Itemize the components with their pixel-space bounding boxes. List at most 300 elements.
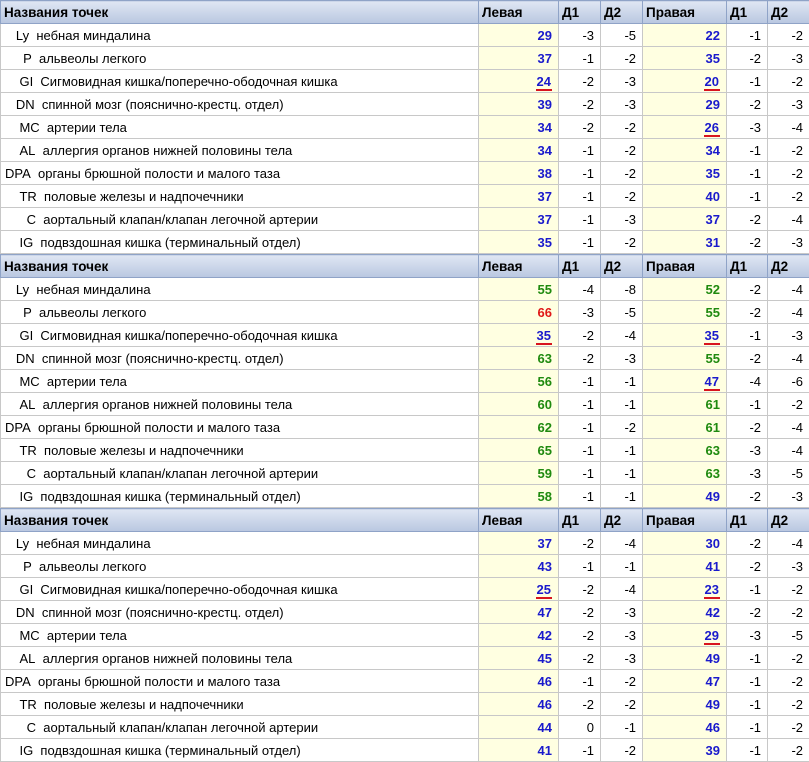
point-code: AL [19, 143, 35, 158]
right-d2-cell[interactable]: -3 [768, 231, 809, 254]
right-d1-cell[interactable]: -2 [727, 416, 768, 439]
left-d2-cell[interactable]: -1 [601, 716, 643, 739]
right-d2-cell[interactable]: -2 [768, 716, 809, 739]
column-header-right[interactable]: Правая [643, 255, 727, 278]
table-row[interactable] [1, 208, 809, 231]
left-d1-cell[interactable]: -2 [559, 601, 601, 624]
left-value-cell[interactable] [479, 462, 559, 485]
column-header-right[interactable]: Правая [643, 1, 727, 24]
left-d2-cell[interactable]: -1 [601, 370, 643, 393]
point-name-cell[interactable] [1, 601, 479, 624]
left-d1-cell[interactable]: -2 [559, 347, 601, 370]
point-name-cell[interactable] [1, 47, 479, 70]
column-header-names[interactable]: Названия точек [1, 255, 479, 278]
right-d2-cell[interactable]: -4 [768, 347, 809, 370]
point-name: спинной мозг (пояснично-крестц. отдел) [42, 605, 284, 620]
right-d1-cell[interactable]: -2 [727, 347, 768, 370]
table-row[interactable] [1, 716, 809, 739]
right-d1-cell[interactable]: -2 [727, 301, 768, 324]
column-header-d1[interactable]: Д1 [559, 509, 601, 532]
right-d1-cell[interactable]: -2 [727, 601, 768, 624]
point-code: DN [16, 97, 35, 112]
table-row[interactable] [1, 670, 809, 693]
left-value-cell[interactable] [479, 624, 559, 647]
left-value-cell[interactable] [479, 116, 559, 139]
point-code: DPA [5, 166, 31, 181]
point-name-cell[interactable] [1, 347, 479, 370]
column-header-d1[interactable]: Д1 [559, 255, 601, 278]
table-row[interactable] [1, 393, 809, 416]
right-d2-cell[interactable]: -3 [768, 324, 809, 347]
table-row[interactable] [1, 47, 809, 70]
right-value: 61 [706, 397, 720, 412]
right-d1-cell[interactable]: -1 [727, 670, 768, 693]
left-d2-cell[interactable]: -8 [601, 278, 643, 301]
table-row[interactable] [1, 647, 809, 670]
left-value: 59 [538, 466, 552, 481]
right-d1-cell[interactable]: -4 [727, 370, 768, 393]
left-value: 55 [538, 282, 552, 297]
left-d2-cell[interactable]: -1 [601, 462, 643, 485]
right-value-cell[interactable] [643, 716, 727, 739]
left-value-cell[interactable] [479, 555, 559, 578]
point-name: артерии тела [47, 374, 127, 389]
right-d2-cell[interactable]: -2 [768, 647, 809, 670]
column-header-d2[interactable]: Д2 [768, 1, 809, 24]
right-d2-cell[interactable]: -3 [768, 485, 809, 508]
right-value-cell[interactable] [643, 208, 727, 231]
left-d1-cell[interactable]: -1 [559, 485, 601, 508]
point-name: спинной мозг (пояснично-крестц. отдел) [42, 97, 284, 112]
right-value: 55 [706, 305, 720, 320]
right-d2-cell[interactable]: -3 [768, 555, 809, 578]
right-d1-cell[interactable]: -1 [727, 24, 768, 47]
right-value-cell[interactable] [643, 393, 727, 416]
right-d2-cell[interactable]: -4 [768, 278, 809, 301]
right-value: 47 [706, 674, 720, 689]
left-d2-cell[interactable]: -2 [601, 139, 643, 162]
table-row[interactable] [1, 116, 809, 139]
right-value-cell[interactable] [643, 555, 727, 578]
right-d2-cell[interactable]: -4 [768, 116, 809, 139]
table-row[interactable] [1, 301, 809, 324]
table-row[interactable] [1, 370, 809, 393]
right-value-cell[interactable] [643, 739, 727, 762]
left-d2-cell[interactable]: -3 [601, 601, 643, 624]
left-d2-cell[interactable]: -5 [601, 301, 643, 324]
point-name-cell[interactable] [1, 416, 479, 439]
left-d1-cell[interactable]: -2 [559, 324, 601, 347]
right-value-cell[interactable] [643, 347, 727, 370]
right-value-cell[interactable] [643, 162, 727, 185]
right-value-cell[interactable] [643, 93, 727, 116]
right-d2-cell[interactable]: -2 [768, 70, 809, 93]
left-value-cell[interactable] [479, 578, 559, 601]
left-d2-cell[interactable]: -3 [601, 624, 643, 647]
left-value-cell[interactable] [479, 532, 559, 555]
left-value-cell[interactable] [479, 416, 559, 439]
left-d1-cell[interactable]: -1 [559, 393, 601, 416]
right-value: 42 [706, 605, 720, 620]
left-d1-cell[interactable]: -1 [559, 208, 601, 231]
point-name: альвеолы легкого [39, 305, 146, 320]
table-row[interactable] [1, 439, 809, 462]
table-row[interactable] [1, 162, 809, 185]
right-d1-cell[interactable]: -2 [727, 47, 768, 70]
point-name-cell[interactable] [1, 116, 479, 139]
right-d2-cell[interactable]: -5 [768, 462, 809, 485]
right-d1-cell[interactable]: -1 [727, 647, 768, 670]
table-row[interactable] [1, 278, 809, 301]
point-name-cell[interactable] [1, 324, 479, 347]
column-header-d1[interactable]: Д1 [727, 1, 768, 24]
table-row[interactable] [1, 555, 809, 578]
right-value-cell[interactable] [643, 24, 727, 47]
left-d2-cell[interactable]: -2 [601, 231, 643, 254]
left-value-cell[interactable] [479, 485, 559, 508]
right-value: 52 [706, 282, 720, 297]
right-d1-cell[interactable]: -3 [727, 624, 768, 647]
right-d1-cell[interactable]: -1 [727, 70, 768, 93]
right-value-cell[interactable] [643, 647, 727, 670]
column-header-names[interactable]: Названия точек [1, 1, 479, 24]
right-value: 35 [706, 166, 720, 181]
left-d1-cell[interactable]: -1 [559, 139, 601, 162]
left-d1-cell[interactable]: -2 [559, 624, 601, 647]
right-d1-cell[interactable]: -1 [727, 739, 768, 762]
right-d2-cell[interactable]: -3 [768, 93, 809, 116]
right-d2-cell[interactable]: -3 [768, 47, 809, 70]
right-d1-cell[interactable]: -1 [727, 162, 768, 185]
right-value-cell[interactable] [643, 485, 727, 508]
point-code: DN [16, 351, 35, 366]
column-header-d2[interactable]: Д2 [601, 255, 643, 278]
left-value-cell[interactable] [479, 670, 559, 693]
left-d2-cell[interactable]: -4 [601, 324, 643, 347]
right-d2-cell[interactable]: -2 [768, 693, 809, 716]
left-value: 62 [538, 420, 552, 435]
right-value-cell[interactable] [643, 70, 727, 93]
right-d1-cell[interactable]: -3 [727, 116, 768, 139]
right-value-cell[interactable] [643, 624, 727, 647]
point-name-cell[interactable] [1, 185, 479, 208]
left-d2-cell[interactable]: -2 [601, 185, 643, 208]
table-row[interactable] [1, 70, 809, 93]
point-code: Ly [16, 28, 29, 43]
left-d1-cell[interactable]: -1 [559, 185, 601, 208]
point-name-cell[interactable] [1, 555, 479, 578]
point-name-cell[interactable] [1, 231, 479, 254]
right-value-cell[interactable] [643, 532, 727, 555]
point-name-cell[interactable] [1, 370, 479, 393]
left-value-cell[interactable] [479, 693, 559, 716]
left-d1-cell[interactable]: -1 [559, 370, 601, 393]
left-value-cell[interactable] [479, 439, 559, 462]
right-value: 34 [706, 143, 720, 158]
left-d2-cell[interactable]: -1 [601, 439, 643, 462]
left-d1-cell[interactable]: -1 [559, 462, 601, 485]
right-d2-cell[interactable]: -2 [768, 162, 809, 185]
right-d2-cell[interactable]: -2 [768, 578, 809, 601]
right-d1-cell[interactable]: -2 [727, 532, 768, 555]
right-d2-cell[interactable]: -2 [768, 670, 809, 693]
table-row[interactable] [1, 578, 809, 601]
right-d1-cell[interactable]: -1 [727, 324, 768, 347]
table-row[interactable] [1, 24, 809, 47]
left-d1-cell[interactable]: -3 [559, 301, 601, 324]
column-header-d2[interactable]: Д2 [768, 255, 809, 278]
left-d1-cell[interactable]: 0 [559, 716, 601, 739]
left-d2-cell[interactable]: -1 [601, 485, 643, 508]
right-value: 63 [706, 466, 720, 481]
right-d1-cell[interactable]: -2 [727, 231, 768, 254]
point-name-cell[interactable] [1, 532, 479, 555]
left-d2-cell[interactable]: -1 [601, 393, 643, 416]
right-value-cell[interactable] [643, 462, 727, 485]
left-d1-cell[interactable]: -1 [559, 47, 601, 70]
right-value-cell[interactable] [643, 693, 727, 716]
left-value-cell[interactable] [479, 70, 559, 93]
right-value-cell[interactable] [643, 578, 727, 601]
left-value: 44 [538, 720, 552, 735]
table-row[interactable] [1, 693, 809, 716]
point-name-cell[interactable] [1, 139, 479, 162]
table-row[interactable] [1, 739, 809, 762]
table-row[interactable] [1, 462, 809, 485]
left-d1-cell[interactable]: -1 [559, 739, 601, 762]
point-name-cell[interactable] [1, 693, 479, 716]
table-row[interactable] [1, 624, 809, 647]
right-d1-cell[interactable]: -1 [727, 716, 768, 739]
right-value-cell[interactable] [643, 116, 727, 139]
point-name-cell[interactable] [1, 301, 479, 324]
right-d2-cell[interactable]: -5 [768, 624, 809, 647]
column-header-left[interactable]: Левая [479, 509, 559, 532]
left-d2-cell[interactable]: -2 [601, 416, 643, 439]
point-name-cell[interactable] [1, 439, 479, 462]
left-d1-cell[interactable]: -1 [559, 162, 601, 185]
point-name: подвздошная кишка (терминальный отдел) [40, 743, 300, 758]
left-value-cell[interactable] [479, 647, 559, 670]
table-row[interactable] [1, 93, 809, 116]
point-name-cell[interactable] [1, 93, 479, 116]
right-d1-cell[interactable]: -2 [727, 485, 768, 508]
right-d2-cell[interactable]: -2 [768, 24, 809, 47]
left-value-cell[interactable] [479, 601, 559, 624]
left-d1-cell[interactable]: -1 [559, 416, 601, 439]
left-d2-cell[interactable]: -3 [601, 70, 643, 93]
left-value-cell[interactable] [479, 24, 559, 47]
right-value: 31 [706, 235, 720, 250]
point-name-cell[interactable] [1, 716, 479, 739]
table-row[interactable] [1, 347, 809, 370]
left-value-cell[interactable] [479, 393, 559, 416]
left-d1-cell[interactable]: -1 [559, 670, 601, 693]
right-d2-cell[interactable]: -2 [768, 139, 809, 162]
right-value: 61 [706, 420, 720, 435]
left-d2-cell[interactable]: -3 [601, 647, 643, 670]
left-value-cell[interactable] [479, 739, 559, 762]
left-d1-cell[interactable]: -2 [559, 70, 601, 93]
right-value-cell[interactable] [643, 139, 727, 162]
column-header-left[interactable]: Левая [479, 255, 559, 278]
point-name-cell[interactable] [1, 278, 479, 301]
points-table-2 [0, 254, 809, 508]
column-header-d1[interactable]: Д1 [727, 255, 768, 278]
right-d1-cell[interactable]: -1 [727, 693, 768, 716]
left-d2-cell[interactable]: -4 [601, 532, 643, 555]
right-value-cell[interactable] [643, 47, 727, 70]
left-d1-cell[interactable]: -2 [559, 578, 601, 601]
point-name-cell[interactable] [1, 739, 479, 762]
left-d2-cell[interactable]: -5 [601, 24, 643, 47]
point-name: Сигмовидная кишка/поперечно-ободочная кишка [40, 582, 337, 597]
table-row[interactable] [1, 416, 809, 439]
right-d2-cell[interactable]: -4 [768, 208, 809, 231]
left-d2-cell[interactable]: -2 [601, 670, 643, 693]
left-value: 37 [538, 212, 552, 227]
right-d2-cell[interactable]: -2 [768, 739, 809, 762]
left-value-cell[interactable] [479, 162, 559, 185]
right-d1-cell[interactable]: -2 [727, 555, 768, 578]
left-value: 45 [538, 651, 552, 666]
right-value-cell[interactable] [643, 370, 727, 393]
point-name-cell[interactable] [1, 485, 479, 508]
left-d1-cell[interactable]: -1 [559, 555, 601, 578]
point-name: артерии тела [47, 120, 127, 135]
table-row[interactable] [1, 231, 809, 254]
table-row[interactable] [1, 324, 809, 347]
right-d1-cell[interactable]: -1 [727, 393, 768, 416]
left-value: 34 [538, 143, 552, 158]
left-d2-cell[interactable]: -4 [601, 578, 643, 601]
right-d1-cell[interactable]: -1 [727, 578, 768, 601]
column-header-d2[interactable]: Д2 [768, 509, 809, 532]
left-d1-cell[interactable]: -2 [559, 532, 601, 555]
column-header-d2[interactable]: Д2 [601, 509, 643, 532]
column-header-d1[interactable]: Д1 [559, 1, 601, 24]
left-value-cell[interactable] [479, 139, 559, 162]
left-d1-cell[interactable]: -1 [559, 231, 601, 254]
point-name-cell[interactable] [1, 70, 479, 93]
left-value-cell[interactable] [479, 324, 559, 347]
point-name-cell[interactable] [1, 670, 479, 693]
table-row[interactable] [1, 185, 809, 208]
right-d2-cell[interactable]: -4 [768, 439, 809, 462]
left-value-cell[interactable] [479, 231, 559, 254]
column-header-names[interactable]: Названия точек [1, 509, 479, 532]
right-d1-cell[interactable]: -2 [727, 93, 768, 116]
point-name-cell[interactable] [1, 208, 479, 231]
left-d2-cell[interactable]: -2 [601, 116, 643, 139]
right-d1-cell[interactable]: -3 [727, 462, 768, 485]
column-header-right[interactable]: Правая [643, 509, 727, 532]
right-value-cell[interactable] [643, 231, 727, 254]
right-d2-cell[interactable]: -4 [768, 532, 809, 555]
table-row[interactable] [1, 139, 809, 162]
left-d2-cell[interactable]: -3 [601, 93, 643, 116]
point-name-cell[interactable] [1, 647, 479, 670]
right-d2-cell[interactable]: -2 [768, 185, 809, 208]
right-value-cell[interactable] [643, 301, 727, 324]
right-d2-cell[interactable]: -2 [768, 601, 809, 624]
left-value: 47 [538, 605, 552, 620]
right-d1-cell[interactable]: -1 [727, 139, 768, 162]
right-value: 47 [704, 374, 720, 391]
left-d2-cell[interactable]: -2 [601, 693, 643, 716]
column-header-d1[interactable]: Д1 [727, 509, 768, 532]
left-d1-cell[interactable]: -3 [559, 24, 601, 47]
left-d1-cell[interactable]: -2 [559, 647, 601, 670]
left-value-cell[interactable] [479, 208, 559, 231]
point-code: TR [19, 189, 36, 204]
left-d2-cell[interactable]: -2 [601, 162, 643, 185]
point-code: AL [19, 651, 35, 666]
point-name-cell[interactable] [1, 462, 479, 485]
left-d1-cell[interactable]: -2 [559, 116, 601, 139]
right-d2-cell[interactable]: -4 [768, 416, 809, 439]
right-value-cell[interactable] [643, 439, 727, 462]
left-d2-cell[interactable]: -2 [601, 47, 643, 70]
table-row[interactable] [1, 601, 809, 624]
left-d1-cell[interactable]: -2 [559, 693, 601, 716]
points-table-1 [0, 0, 809, 254]
left-d2-cell[interactable]: -2 [601, 739, 643, 762]
point-name-cell[interactable] [1, 624, 479, 647]
left-value-cell[interactable] [479, 47, 559, 70]
column-header-left[interactable]: Левая [479, 1, 559, 24]
left-d1-cell[interactable]: -4 [559, 278, 601, 301]
left-value-cell[interactable] [479, 716, 559, 739]
point-name-cell[interactable] [1, 578, 479, 601]
left-d2-cell[interactable]: -3 [601, 208, 643, 231]
right-d1-cell[interactable]: -2 [727, 278, 768, 301]
point-name-cell[interactable] [1, 162, 479, 185]
left-d2-cell[interactable]: -1 [601, 555, 643, 578]
point-name-cell[interactable] [1, 24, 479, 47]
right-d1-cell[interactable]: -1 [727, 185, 768, 208]
left-d1-cell[interactable]: -1 [559, 439, 601, 462]
table-row[interactable] [1, 532, 809, 555]
table-row[interactable] [1, 485, 809, 508]
right-d1-cell[interactable]: -2 [727, 208, 768, 231]
right-d2-cell[interactable]: -6 [768, 370, 809, 393]
left-value-cell[interactable] [479, 278, 559, 301]
point-name: небная миндалина [36, 28, 150, 43]
left-d1-cell[interactable]: -2 [559, 93, 601, 116]
left-d2-cell[interactable]: -3 [601, 347, 643, 370]
right-d2-cell[interactable]: -4 [768, 301, 809, 324]
left-value-cell[interactable] [479, 93, 559, 116]
right-d2-cell[interactable]: -2 [768, 393, 809, 416]
left-value-cell[interactable] [479, 370, 559, 393]
right-value-cell[interactable] [643, 185, 727, 208]
point-name: органы брюшной полости и малого таза [38, 674, 280, 689]
right-d1-cell[interactable]: -3 [727, 439, 768, 462]
point-name-cell[interactable] [1, 393, 479, 416]
right-value-cell[interactable] [643, 278, 727, 301]
left-value: 34 [538, 120, 552, 135]
left-value: 42 [538, 628, 552, 643]
right-value-cell[interactable] [643, 670, 727, 693]
right-value-cell[interactable] [643, 416, 727, 439]
right-value-cell[interactable] [643, 601, 727, 624]
left-value-cell[interactable] [479, 301, 559, 324]
left-value-cell[interactable] [479, 185, 559, 208]
left-value-cell[interactable] [479, 347, 559, 370]
right-value-cell[interactable] [643, 324, 727, 347]
column-header-d2[interactable]: Д2 [601, 1, 643, 24]
